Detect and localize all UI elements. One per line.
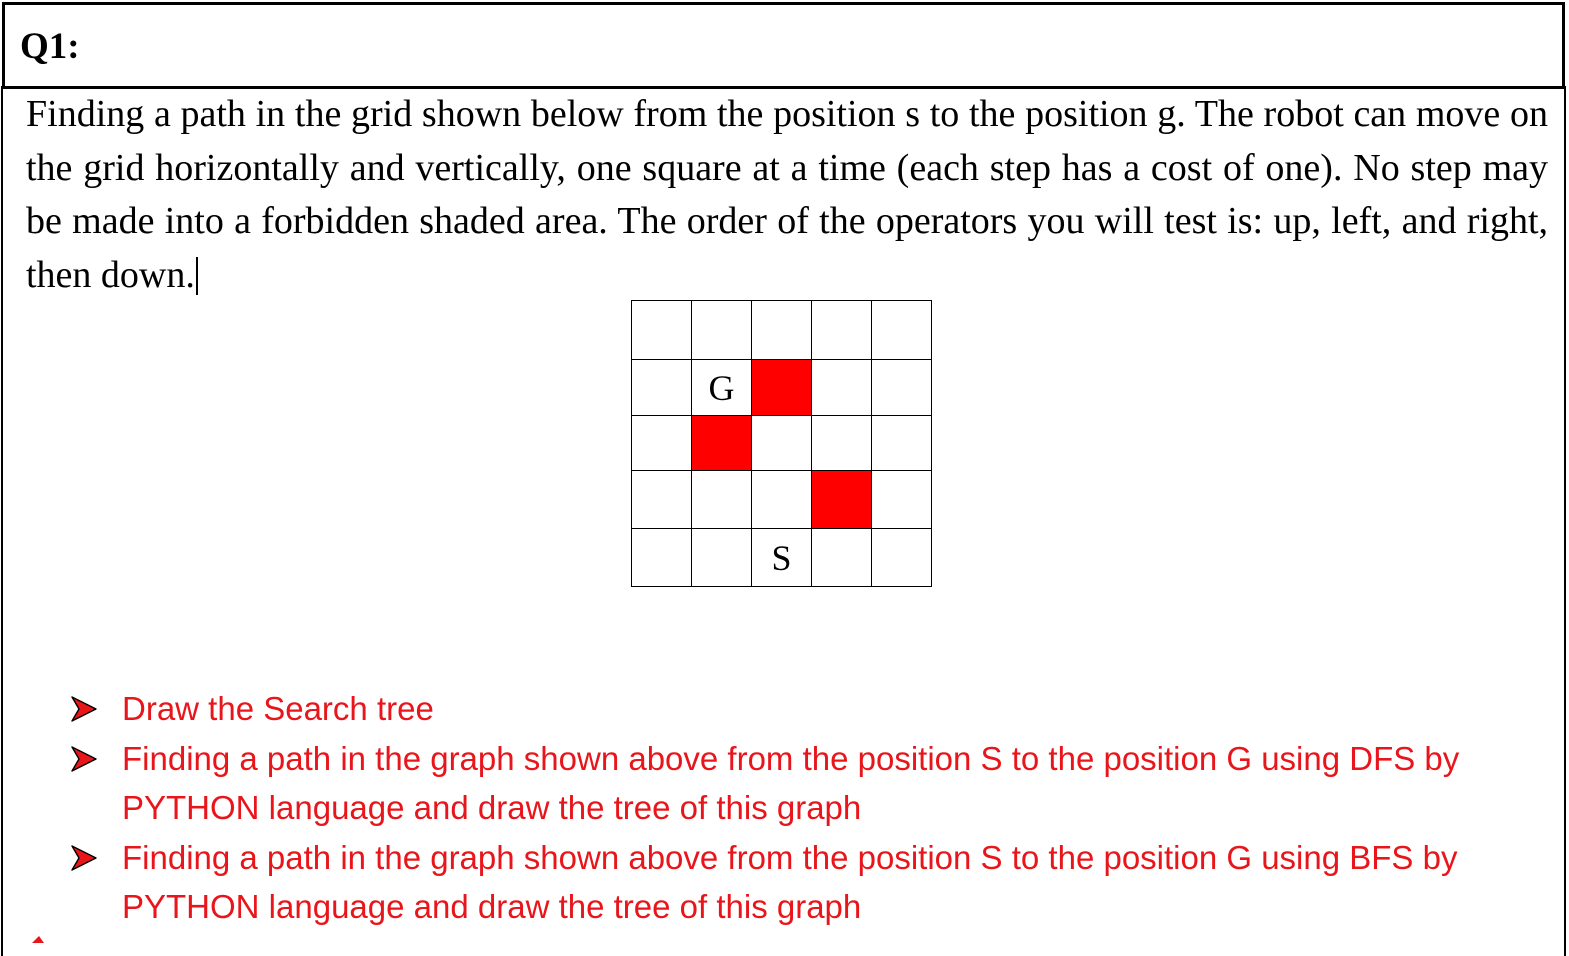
task-item bbox=[70, 734, 1510, 833]
task-item bbox=[70, 684, 1510, 734]
grid-cell bbox=[632, 360, 692, 416]
text-cursor bbox=[196, 257, 198, 295]
grid-cell bbox=[752, 416, 812, 471]
question-text-block bbox=[26, 88, 1548, 302]
blocked-cell bbox=[812, 471, 872, 529]
grid-cell bbox=[812, 360, 872, 416]
grid-cell bbox=[872, 529, 932, 587]
task-text: Draw the Search tree bbox=[122, 690, 434, 727]
grid-cell bbox=[812, 416, 872, 471]
grid-row bbox=[632, 416, 932, 471]
blocked-cell bbox=[752, 360, 812, 416]
arrow-bullet-icon bbox=[70, 844, 98, 872]
grid-cell bbox=[872, 360, 932, 416]
grid-cell bbox=[632, 471, 692, 529]
grid-cell bbox=[812, 301, 872, 360]
grid-cell bbox=[872, 471, 932, 529]
question-number: Q1: bbox=[20, 26, 80, 67]
question-header bbox=[2, 2, 1565, 89]
goal-cell: G bbox=[692, 360, 752, 416]
grid-cell bbox=[632, 301, 692, 360]
grid-row bbox=[632, 471, 932, 529]
grid-cell bbox=[752, 301, 812, 360]
grid-cell bbox=[872, 416, 932, 471]
grid-row bbox=[632, 529, 932, 587]
search-grid bbox=[631, 300, 932, 587]
grid-cell bbox=[692, 471, 752, 529]
task-text: Finding a path in the graph shown above from the position S to the position G using DFS by PYTHON language and draw the tree of this graph bbox=[122, 739, 1460, 826]
task-list bbox=[70, 684, 1510, 932]
partial-arrow-bullet-icon bbox=[30, 936, 46, 943]
start-cell: S bbox=[752, 529, 812, 587]
task-text: Finding a path in the graph shown above from the position S to the position G using BFS by PYTHON language and draw the tree of this graph bbox=[122, 838, 1458, 925]
grid-cell bbox=[692, 529, 752, 587]
task-item bbox=[70, 833, 1510, 932]
grid-cell bbox=[752, 471, 812, 529]
grid-row bbox=[632, 301, 932, 360]
grid-row bbox=[632, 360, 932, 416]
grid-cell bbox=[692, 301, 752, 360]
grid-cell bbox=[812, 529, 872, 587]
arrow-bullet-icon bbox=[70, 695, 98, 723]
grid-cell bbox=[872, 301, 932, 360]
question-text: Finding a path in the grid shown below from the position s to the position g. The robot can move on the grid horizontally and vertically, one square at a time (each step has a cost of one). No step may be made into a forbidden shaded area. The order of the operators you will test is: up, left, and right, then down. bbox=[26, 93, 1548, 296]
arrow-bullet-icon bbox=[70, 745, 98, 773]
grid-cell bbox=[632, 529, 692, 587]
blocked-cell bbox=[692, 416, 752, 471]
grid-cell bbox=[632, 416, 692, 471]
